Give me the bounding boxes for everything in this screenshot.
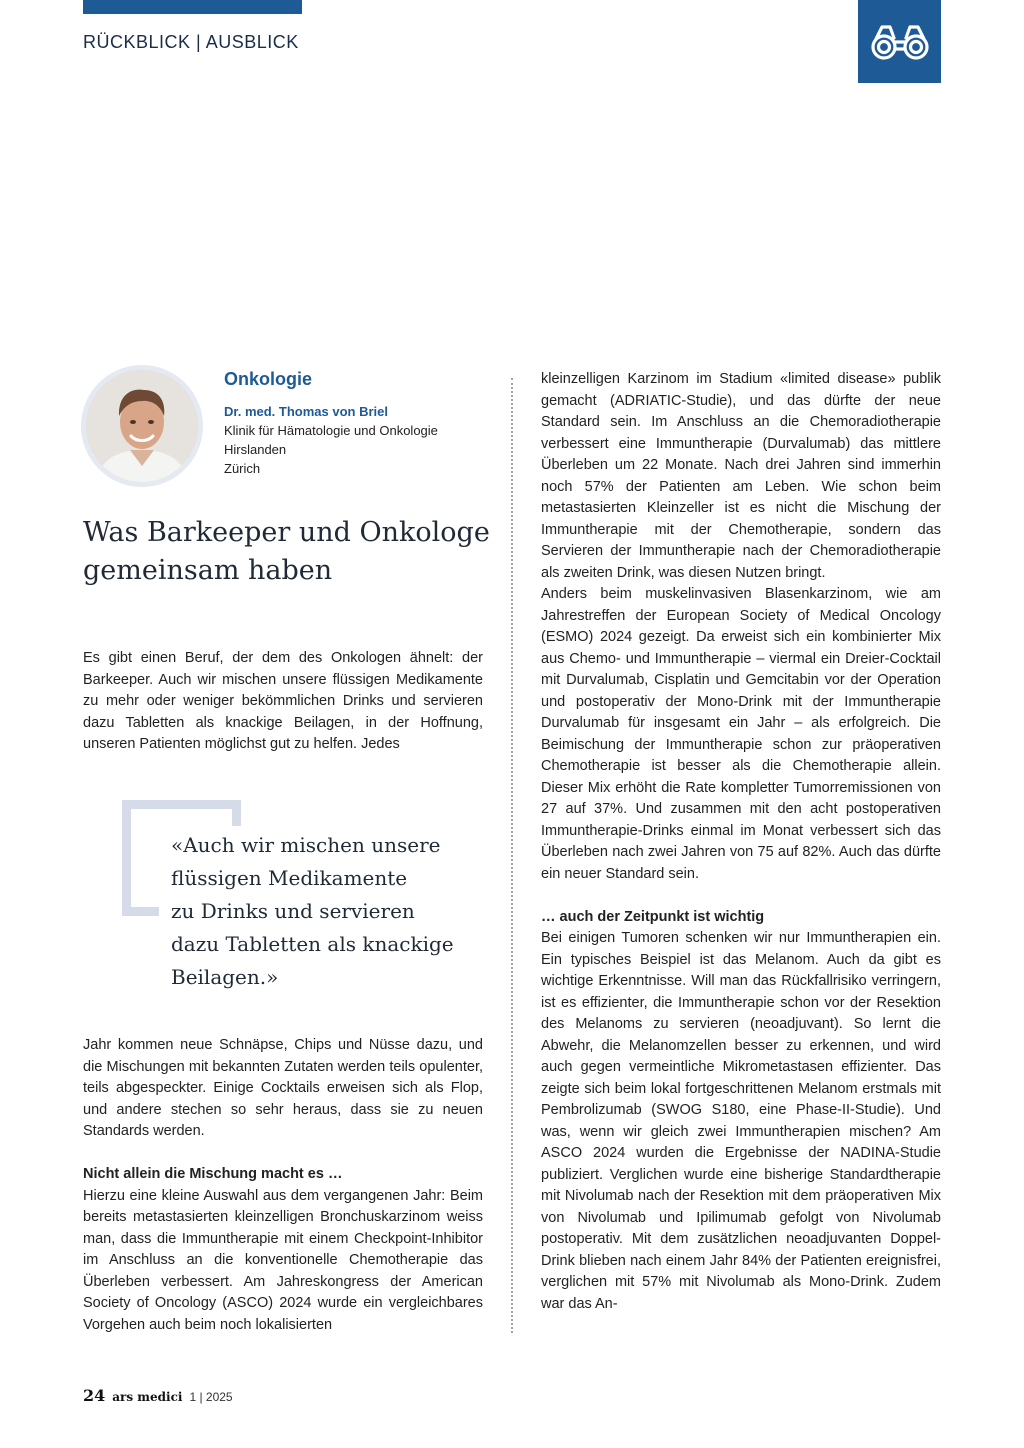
author-name: Dr. med. Thomas von Briel [224, 404, 388, 419]
page-number: 24 [83, 1386, 106, 1405]
author-affiliation-line: Klinik für Hämatologie und Onkologie [224, 423, 438, 438]
left-column-body [83, 1035, 483, 1336]
body-paragraph: Hierzu eine kleine Auswahl aus dem vergangenen Jahr: Beim bereits metastasierten kleinzelligen Bronchuskarzinom weiss man, dass die Immuntherapie mit einem Checkpoint-Inhibitor im Anschluss an die konventionelle Chemotherapie das Überleben verbessert. Am Jahreskongress der American Society of Oncology (ASCO) 2024 wurde ein vergleichbares Vorgehen auch beim noch lokalisierten [83, 1187, 483, 1333]
author-info [224, 402, 438, 478]
top-accent-bar [83, 0, 302, 14]
body-paragraph: kleinzelligen Karzinom im Stadium «limited disease» publik gemacht (ADRIATIC-Studie), und das dürfte der neue Standard sein. Im Anschluss an die Chemoradiotherapie verbessert eine Immuntherapie (Durvalumab) das mittlere Überleben um 22 Monate. Nach drei Jahren sind immerhin noch 57% der Patienten am Leben. Wie schon beim metastasierten Kleinzeller ist es nicht die Mischung der Immuntherapie mit der Chemotherapie, sondern das Servieren der Immuntherapie nach der Chemoradiotherapie als zweiten Drink, was diesen Nutzen bringt. [541, 371, 941, 581]
subheading: Nicht allein die Mischung macht es … [83, 1166, 343, 1182]
left-column-intro [83, 648, 483, 756]
body-paragraph: Bei einigen Tumoren schenken wir nur Immuntherapien ein. Ein typisches Beispiel ist das Melanom. Auch da gibt es wichtige Erkenntnisse. Will man das Rückfallrisiko verringern, ist es effizienter, die Immuntherapie schon vor der Resektion des Melanoms zu servieren (neoadjuvant). So lernt die Abwehr, die Melanomzellen besser zu erkennen, und wird auch gegen vermeintliche Mikrometastasen effizienter. Das zeigte sich beim lokal fortgeschrittenen Melanom erstmals mit Pembrolizumab (SWOG S180, eine Phase-II-Studie). Und was, wenn wir gleich zwei Immuntherapien mischen? Am ASCO 2024 wurden die Ergebnisse der NADINA-Studie publiziert. Verglichen wurde eine bisherige Standardtherapie mit Nivolumab nach der Resektion mit dem präoperativen Mix von Nivolumab und Ipilimumab gefolgt von Nivolumab postoperativ. Mit dem zusätzlichen neoadjuvanten Doppel-Drink blieben nach einem Jahr 84% der Patienten ereignisfrei, verglichen mit 57% mit Nivolumab als Mono-Drink. Zudem war das An- [541, 930, 941, 1312]
intro-continued: Jahr kommen neue Schnäpse, Chips und Nüsse dazu, und die Mischungen mit bekannten Zutaten werden teils opulenter, teils abgespeckter. Einige Cocktails erweisen sich als Flop, und andere stechen so sehr heraus, dass sie zu neuen Standards werden. [83, 1037, 483, 1139]
pull-quote-line: Beilagen.» [171, 965, 279, 989]
author-affiliation-line: Hirslanden [224, 442, 287, 457]
pull-quote-line: dazu Tabletten als knackige [171, 932, 454, 956]
issue-label: 1 | 2025 [189, 1390, 233, 1404]
page-footer [83, 1386, 233, 1405]
article-topic: Onkologie [224, 369, 313, 389]
article-title [83, 514, 503, 590]
pull-quote [171, 829, 491, 994]
body-paragraph: Anders beim muskelinvasiven Blasenkarzinom, wie am Jahrestreffen der European Society of Medical Oncology (ESMO) 2024 gezeigt. Da erweist sich ein kombinierter Mix aus Chemo- und Immuntherapie – viermal ein Dreier-Cocktail mit Durvalumab, Cisplatin und Gemcitabin vor der Operation und postoperativ der Mono-Drink mit der Immuntherapie Durvalumab für insgesamt ein Jahr – als erfolgreich. Die Beimischung der Immuntherapie schon zur präoperativen Chemotherapie ist besser als die Chemotherapie allein. Dieser Mix erhöht die Rate kompletter Tumorremissionen von 27 auf 37%. Und zusammen mit den acht postoperativen Immuntherapie-Drinks einmal im Monat verbessert sich das Überleben nach zwei Jahren von 75 auf 82%. Auch das dürfte ein neuer Standard sein. [541, 586, 941, 882]
pull-quote-line: zu Drinks und servieren [171, 899, 415, 923]
column-divider [511, 378, 513, 1333]
title-line: Was Barkeeper und Onkologe [83, 517, 490, 548]
pull-quote-line: «Auch wir mischen unsere [171, 833, 441, 857]
section-icon-box [858, 0, 941, 83]
author-affiliation-line: Zürich [224, 461, 261, 476]
journal-name: ars medici [112, 1390, 183, 1404]
pull-quote-line: flüssigen Medikamente [171, 866, 408, 890]
author-portrait [86, 370, 198, 482]
binoculars-icon [868, 22, 932, 62]
subheading: … auch der Zeitpunkt ist wichtig [541, 908, 765, 925]
section-label: RÜCKBLICK | AUSBLICK [83, 32, 299, 52]
author-photo [81, 365, 203, 487]
intro-paragraph: Es gibt einen Beruf, der dem des Onkologen ähnelt: der Barkeeper. Auch wir mischen unsere flüssigen Medikamente zu mehr oder weniger bekömmlichen Drinks und servieren dazu Tabletten als knackige Beilagen, in der Hoffnung, unseren Patienten möglichst gut zu helfen. Jedes [83, 650, 483, 752]
title-line: gemeinsam haben [83, 555, 333, 586]
right-column [541, 369, 941, 1315]
